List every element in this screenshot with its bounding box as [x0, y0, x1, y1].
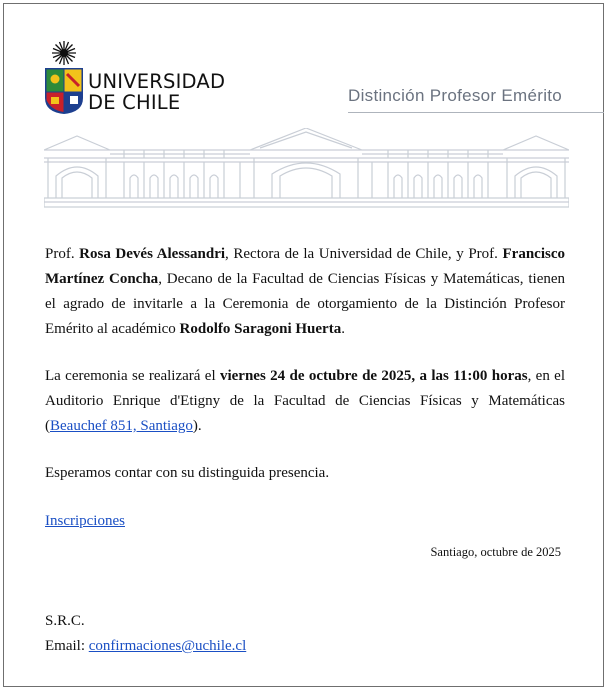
university-building-facade-icon: [44, 128, 569, 210]
invitation-paragraph: [45, 242, 565, 342]
p1-text-1: Prof.: [45, 246, 80, 262]
email-line: [45, 634, 565, 659]
ceremony-datetime: viernes 24 de octubre de 2025, a las 11:00 horas: [219, 368, 528, 384]
dean-name: Francisco Martínez Concha: [45, 246, 565, 287]
rector-name: Rosa Devés Alessandri: [79, 246, 226, 262]
distinction-title-text: Distinción Profesor Emérito: [348, 86, 563, 105]
email-link[interactable]: confirmaciones@uchile.cl: [88, 638, 247, 654]
p2-text-1: La ceremonia se realizará el: [45, 368, 220, 384]
distinction-title: [348, 86, 604, 113]
university-name-line1: UNIVERSIDAD: [88, 70, 226, 93]
p1-text-3: , Decano de la Facultad de Ciencias Físicas y Matemáticas, tienen el agrado de invitarle a la Ceremonia de otorgamiento de la Distinción Profesor Emérito al académico: [45, 271, 566, 337]
registration-paragraph: [45, 509, 565, 534]
university-logo: [43, 40, 226, 116]
honoree-name: Rodolfo Saragoni Huerta: [179, 321, 342, 337]
place-date: Santiago, octubre de 2025: [430, 545, 561, 559]
email-label: Email:: [45, 638, 89, 654]
p1-text-4: .: [341, 321, 345, 337]
p1-text-2: , Rectora de la Universidad de Chile, y Prof.: [225, 246, 503, 262]
invitation-card: [3, 3, 604, 687]
university-name: [88, 71, 225, 113]
ceremony-details-paragraph: [45, 364, 565, 439]
closing-paragraph: Esperamos contar con su distinguida presencia.: [45, 465, 330, 481]
src-line: S.R.C.: [45, 613, 85, 629]
p2-text-3: ).: [192, 418, 202, 434]
registration-link[interactable]: Inscripciones: [45, 513, 125, 529]
p2-text-2: , en el Auditorio Enrique d'Etigny de la Facultad de Ciencias Físicas y Matemáticas (: [45, 368, 566, 434]
address-link[interactable]: Beauchef 851, Santiago: [50, 418, 193, 434]
university-name-line2: DE CHILE: [88, 91, 181, 114]
university-shield-icon: [43, 40, 85, 116]
